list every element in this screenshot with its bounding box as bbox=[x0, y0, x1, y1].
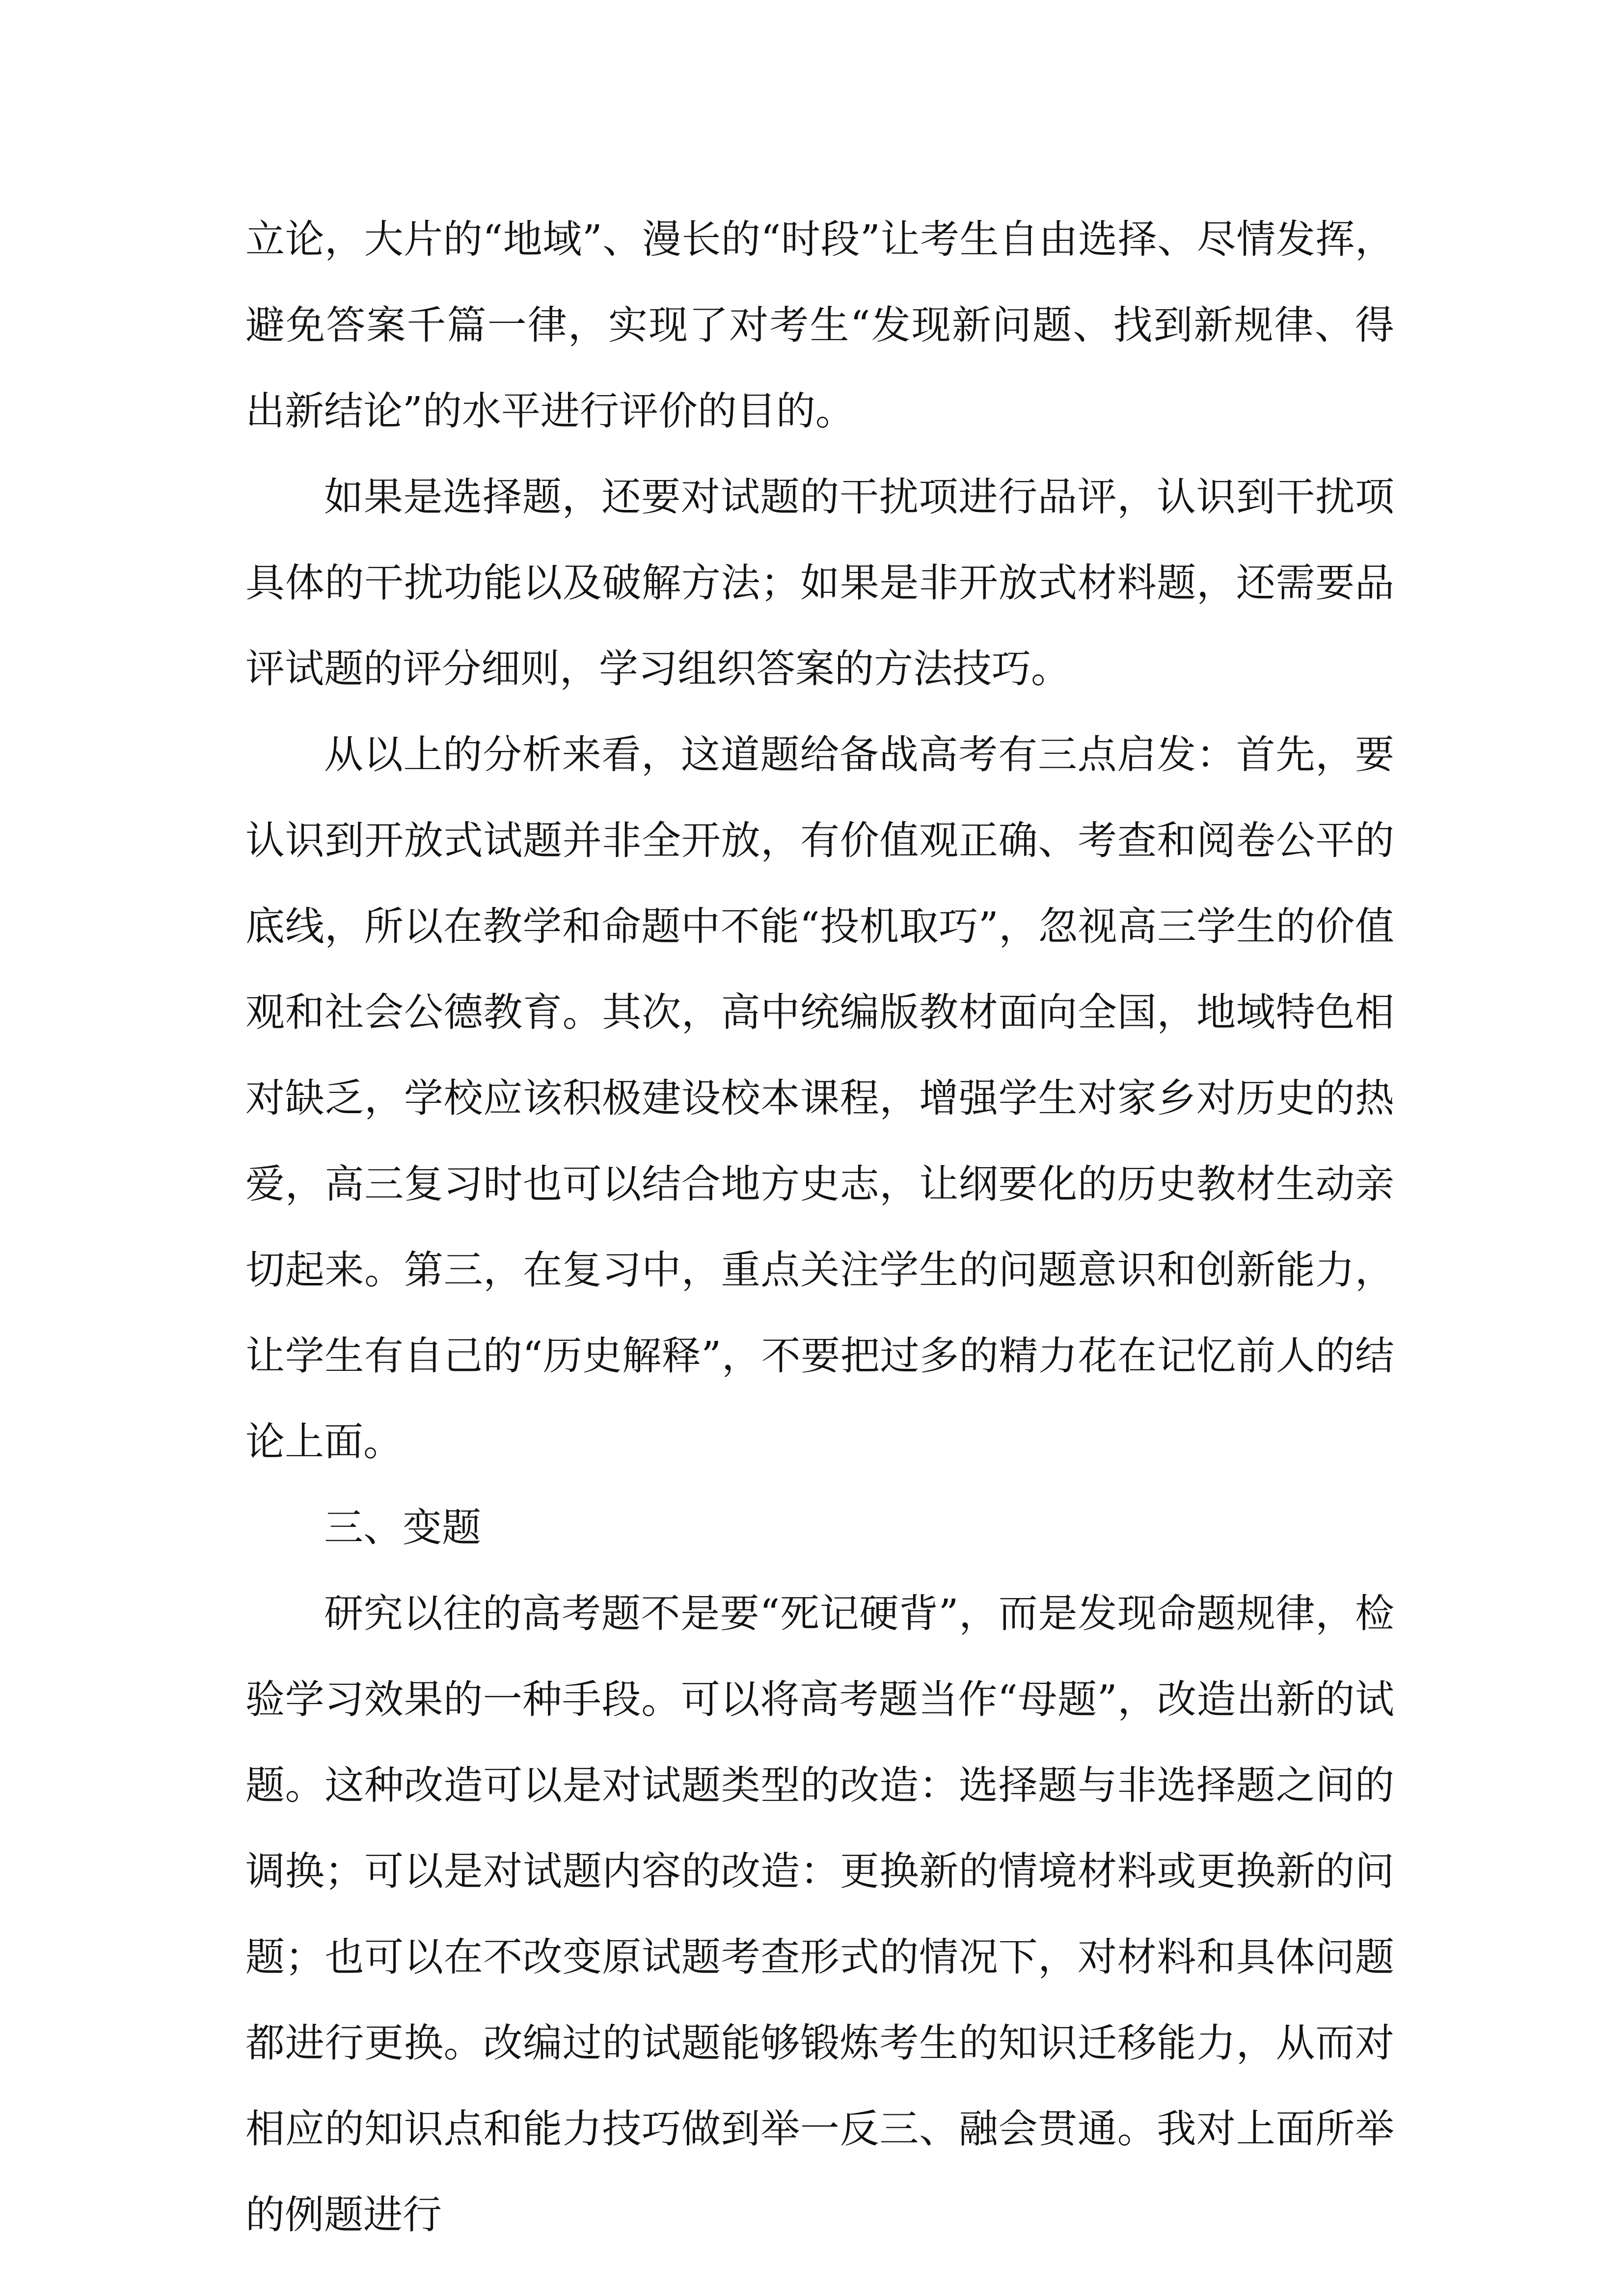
paragraph-choice-questions: 如果是选择题，还要对试题的干扰项进行品评，认识到干扰项具体的干扰功能以及破解方法；如果是非开放式材料题，还需要品评试题的评分细则，学习组织答案的方法技巧。 bbox=[245, 474, 1394, 692]
paragraph-analysis-insights: 从以上的分析来看，这道题给备战高考有三点启发：首先，要认识到开放式试题并非全开放，有价值观正确、考查和阅卷公平的底线，所以在教学和命题中不能“投机取巧”，忽视高三学生的价值观和社会公德教育。其次，高中统编版教材面向全国，地域特色相对缺乏，学校应该积极建设校本课程，增强学生对家乡对历史的热爱，高三复习时也可以结合地方史志，让纲要化的历史教材生动亲切起来。第三，在复习中，重点关注学生的问题意识和创新能力，让学生有自己的“历史解释”，不要把过多的精力花在记忆前人的结论上面。 bbox=[245, 732, 1394, 1465]
body-text bbox=[245, 196, 1394, 2258]
section-heading-variant-questions: 三、变题 bbox=[324, 1505, 481, 1550]
paragraph-variant-questions: 研究以往的高考题不是要“死记硬背”，而是发现命题规律，检验学习效果的一种手段。可以将高考题当作“母题”，改造出新的试题。这种改造可以是对试题类型的改造：选择题与非选择题之间的调换；可以是对试题内容的改造：更换新的情境材料或更换新的问题；也可以在不改变原试题考查形式的情况下，对材料和具体问题都进行更换。改编过的试题能够锻炼考生的知识迁移能力，从而对相应的知识点和能力技巧做到举一反三、融会贯通。我对上面所举的例题进行 bbox=[245, 1591, 1394, 2238]
paragraph-continuation: 立论，大片的“地域”、漫长的“时段”让考生自由选择、尽情发挥，避免答案千篇一律，实现了对考生“发现新问题、找到新规律、得出新结论”的水平进行评价的目的。 bbox=[245, 216, 1394, 434]
